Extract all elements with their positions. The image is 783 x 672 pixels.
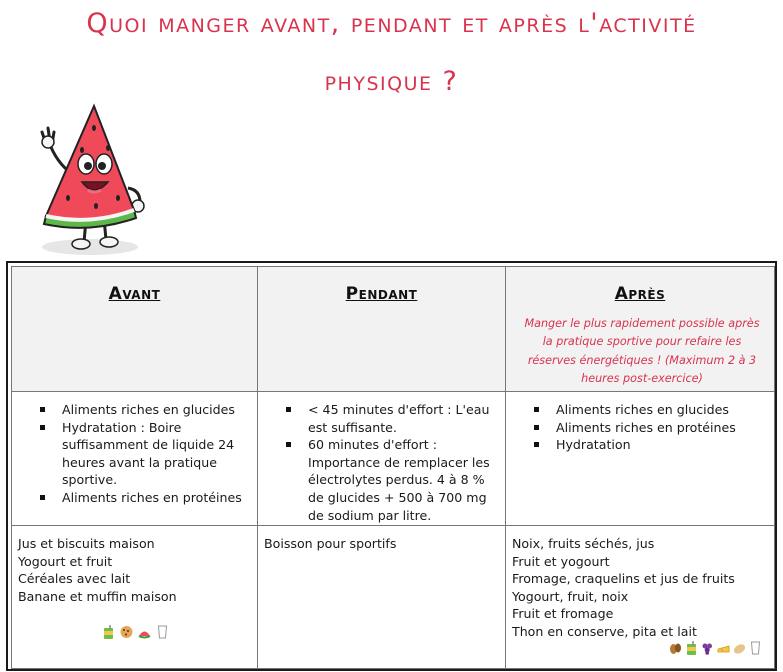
header-pendant: Pendant — [345, 284, 418, 304]
avant-bullet-list — [12, 401, 257, 507]
list-item: Hydratation : Boire suffisamment de liquide 24 heures avant la pratique sportive. — [12, 419, 257, 489]
pendant-bullets-cell — [258, 392, 506, 526]
example-item: Noix, fruits séchés, jus — [512, 536, 655, 551]
grapes-icon — [701, 641, 714, 655]
apres-examples-cell — [506, 526, 775, 669]
example-item: Thon en conserve, pita et lait — [512, 623, 697, 639]
apres-note: Manger le plus rapidement possible après la pratique sportive pour refaire les réserves énergétiques ! (Maximum 2 à 3 heures post-exercice) — [524, 316, 760, 386]
header-pendant-cell — [258, 267, 506, 392]
juice-box-icon — [102, 625, 115, 639]
avant-food-icons — [18, 625, 253, 639]
example-item: Jus et biscuits maison — [18, 536, 155, 551]
example-item: Yogourt, fruit, noix — [512, 588, 629, 604]
header-apres: Après — [614, 284, 666, 304]
example-item: Banane et muffin maison — [18, 588, 177, 604]
list-item: Aliments riches en glucides — [506, 401, 774, 419]
header-apres-cell — [506, 267, 775, 392]
list-item: Aliments riches en protéines — [12, 489, 257, 507]
milk-glass-icon — [749, 641, 762, 655]
pendant-bullet-list — [258, 401, 505, 524]
list-item: Aliments riches en protéines — [506, 419, 774, 437]
apres-food-icons — [512, 641, 770, 655]
list-item: Hydratation — [506, 436, 774, 454]
nuts-icon — [669, 641, 682, 655]
example-item: Fromage, craquelins et jus de fruits — [512, 571, 735, 587]
page-title-line-2: physique ? — [324, 66, 459, 97]
milk-glass-icon — [156, 625, 169, 639]
avant-bullets-cell — [12, 392, 258, 526]
apres-bullet-list — [506, 401, 774, 454]
cheese-icon — [717, 641, 730, 655]
page-title-line-1: Quoi manger avant, pendant et après l'activité — [86, 8, 697, 39]
header-avant: Avant — [108, 284, 161, 304]
example-item: Fruit et yogourt — [512, 553, 610, 569]
example-item: Fruit et fromage — [512, 606, 614, 622]
pendant-examples-cell — [258, 526, 506, 669]
nutrition-table — [6, 261, 777, 671]
cookie-icon — [120, 625, 133, 639]
list-item: Aliments riches en glucides — [12, 401, 257, 419]
avant-examples-cell — [12, 526, 258, 669]
example-item: Yogourt et fruit — [18, 553, 113, 569]
watermelon-mascot-icon — [24, 102, 154, 262]
pita-icon — [733, 641, 746, 655]
list-item: < 45 minutes d'effort : L'eau est suffisante. — [258, 401, 505, 436]
juice-box-icon — [685, 641, 698, 655]
apres-bullets-cell — [506, 392, 775, 526]
example-item: Boisson pour sportifs — [264, 536, 397, 551]
header-avant-cell — [12, 267, 258, 392]
example-item: Céréales avec lait — [18, 571, 131, 587]
list-item: 60 minutes d'effort : Importance de remplacer les électrolytes perdus. 4 à 8 % de glucides + 500 à 700 mg de sodium par litre. — [258, 436, 505, 524]
watermelon-icon — [138, 625, 151, 639]
